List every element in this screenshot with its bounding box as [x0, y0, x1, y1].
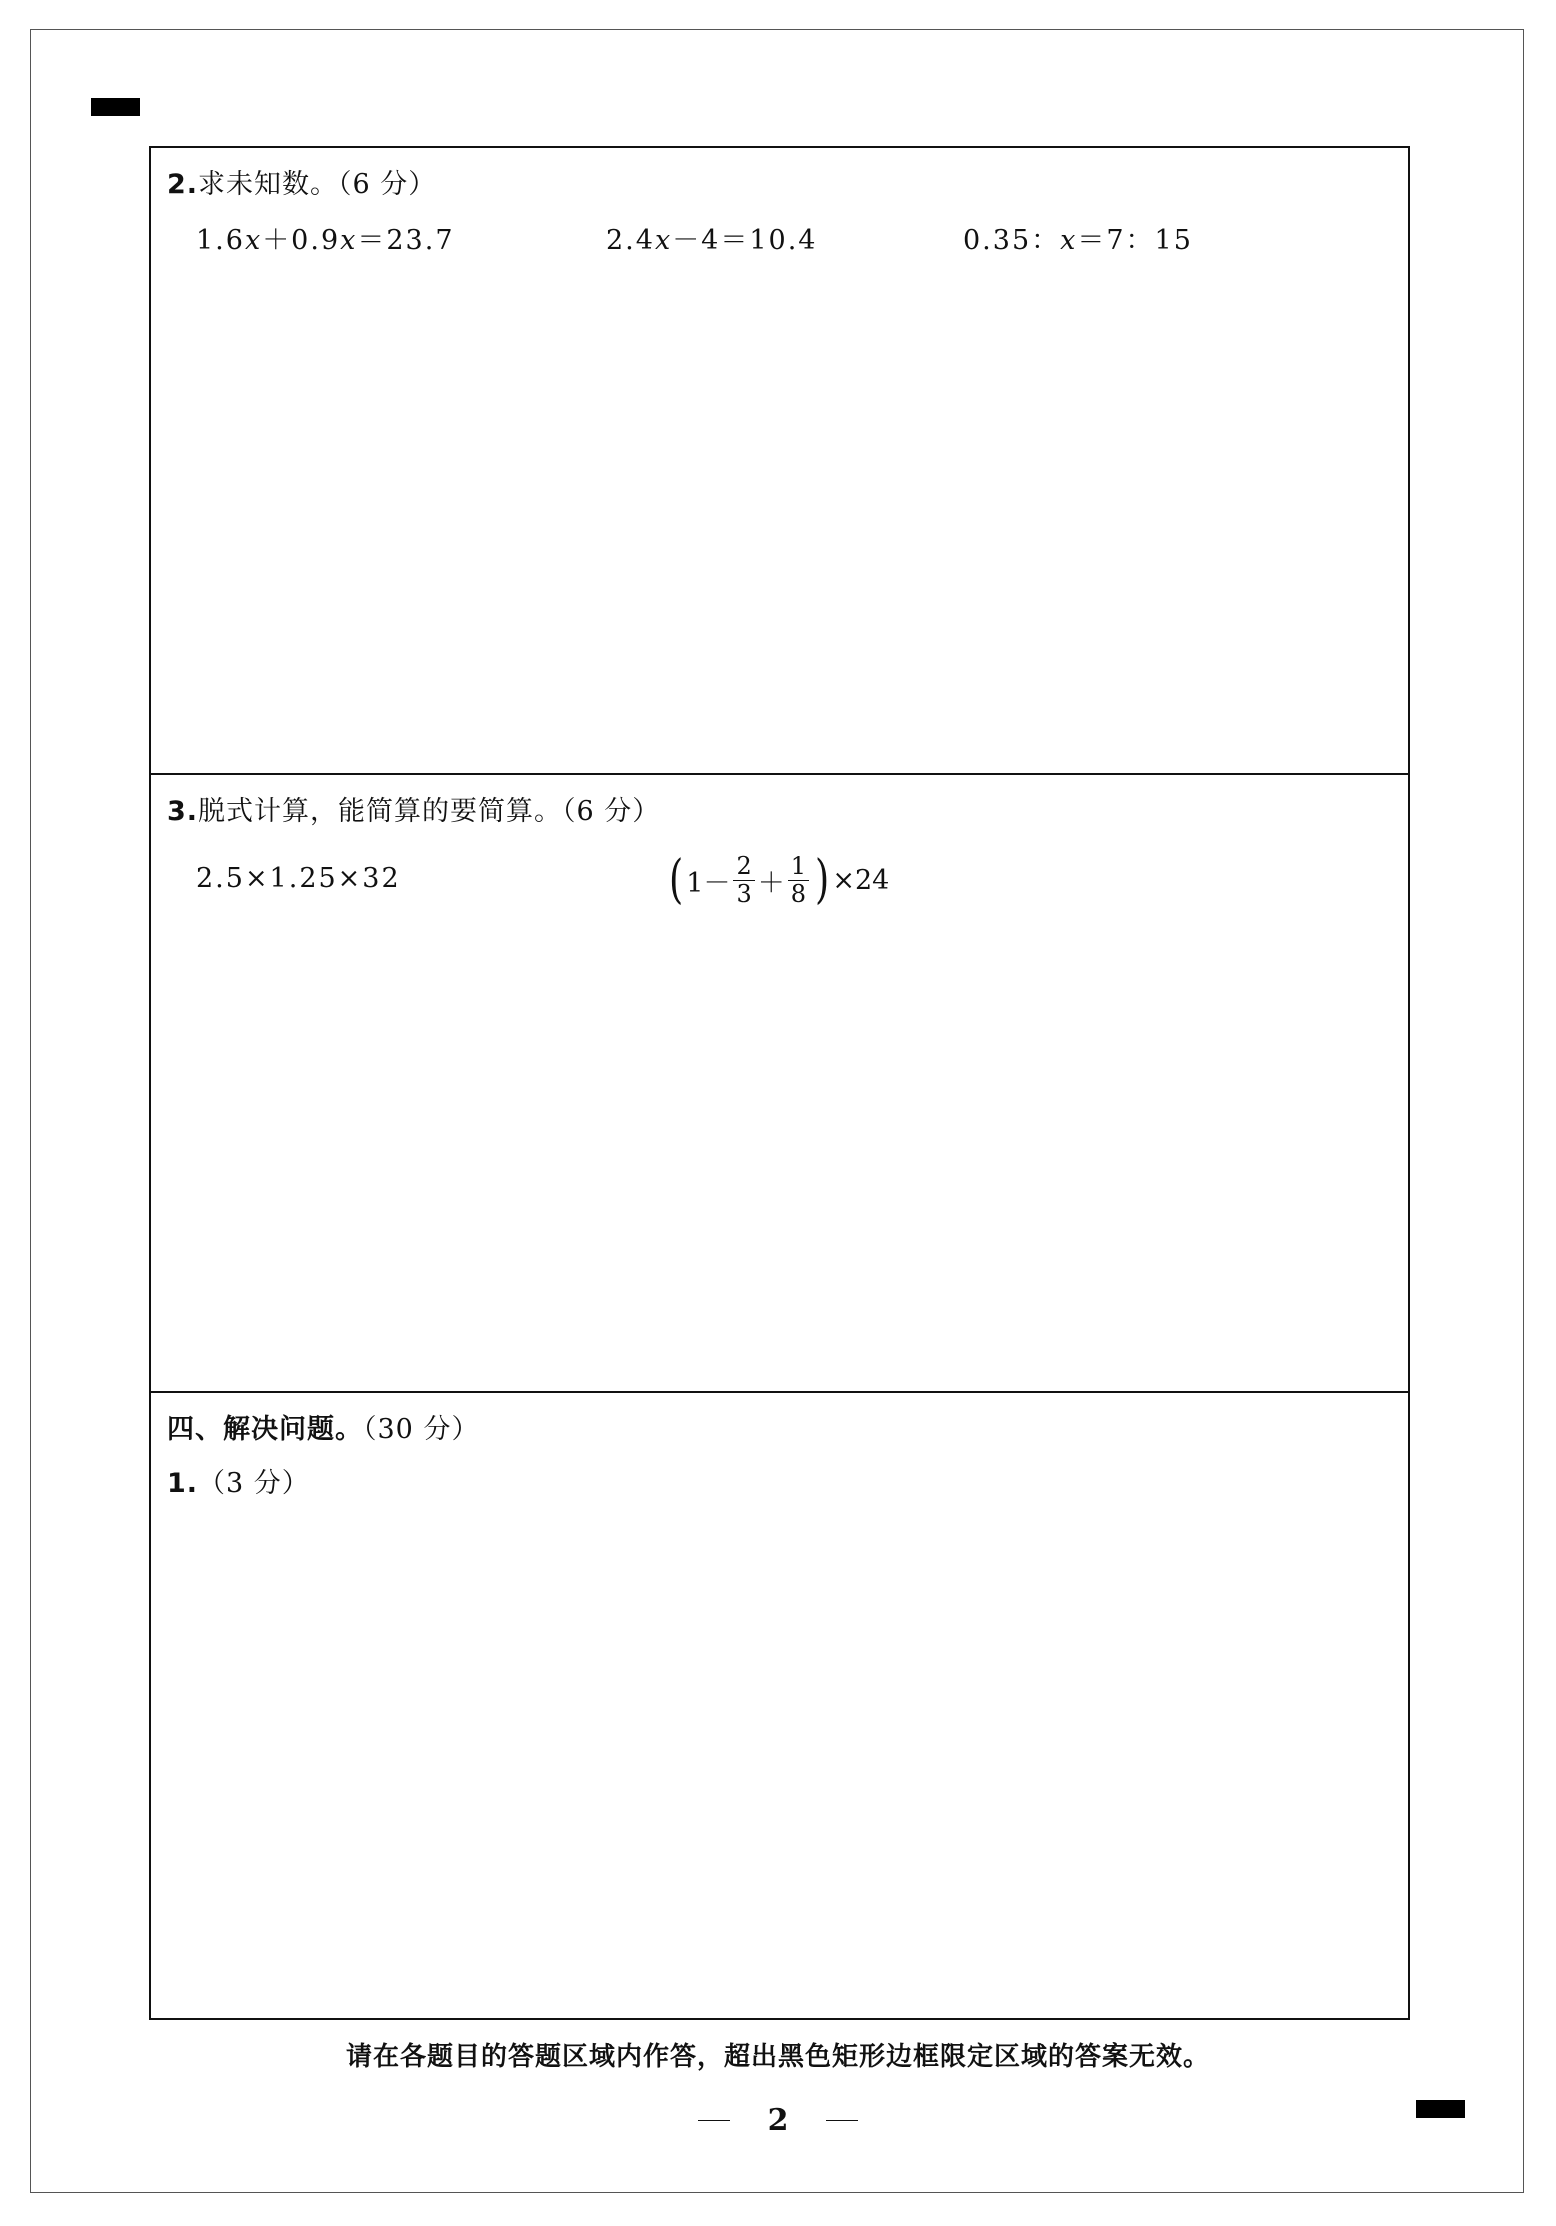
question-number: 1.: [167, 1468, 199, 1499]
fraction-one-eighth: $\frac{1}{8}$: [788, 853, 809, 907]
equation-1: 1.6x＋0.9x＝23.7: [196, 225, 455, 256]
section-heading: [167, 162, 436, 201]
question-points: （6 分）: [562, 796, 661, 827]
question-1-heading: [167, 1461, 310, 1500]
question-title: 求未知数。: [198, 169, 339, 200]
question-title: 脱式计算，能简算的要简算。: [198, 796, 563, 827]
section-problem-solving[interactable]: [151, 1393, 1408, 2018]
question-points: （3 分）: [198, 1468, 310, 1499]
expression-2: ( 1－ $\frac{2}{3}$ ＋ $\frac{1}{8}$ ) ×24: [669, 850, 890, 910]
fraction-two-thirds: $\frac{2}{3}$: [733, 853, 754, 907]
dash-right: [826, 2120, 858, 2121]
section-calculation[interactable]: [151, 775, 1408, 1393]
section-heading: [167, 1407, 479, 1446]
right-paren: ): [815, 850, 830, 910]
section-title: 四、解决问题。: [167, 1414, 363, 1445]
answer-area-notice: 请在各题目的答题区域内作答，超出黑色矩形边框限定区域的答案无效。: [345, 2042, 1210, 2072]
section-heading: [167, 789, 660, 828]
dash-left: [698, 2120, 730, 2121]
equation-3: 0.35：x＝7：15: [963, 225, 1193, 256]
page-number-value: 2: [767, 2103, 789, 2138]
expression-1: 2.5×1.25×32: [196, 863, 401, 894]
registration-mark-top-left: [91, 98, 140, 116]
equation-2: 2.4x－4＝10.4: [606, 225, 818, 256]
question-points: （6 分）: [338, 169, 437, 200]
left-paren: (: [669, 850, 684, 910]
question-number: 2.: [167, 169, 199, 200]
question-number: 3.: [167, 796, 199, 827]
section-solve-unknowns[interactable]: [151, 148, 1408, 775]
section-points: （30 分）: [363, 1414, 480, 1445]
answer-frame: [149, 146, 1410, 2020]
page-number: [0, 2103, 1556, 2138]
